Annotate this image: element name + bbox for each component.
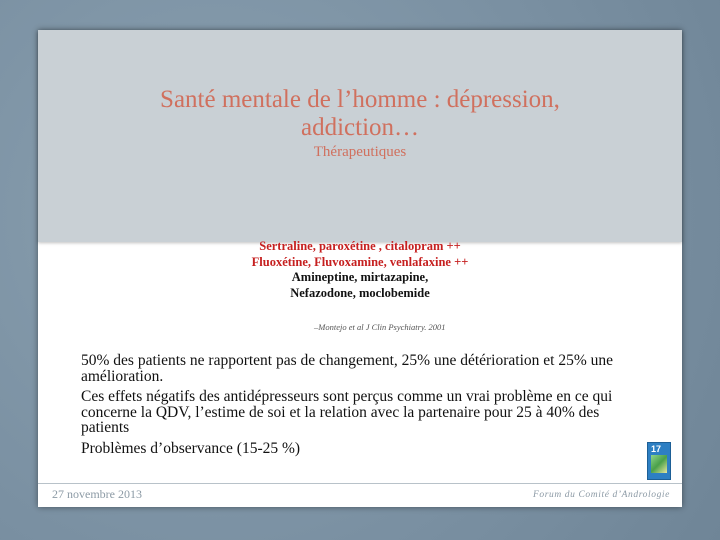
logo-image xyxy=(651,455,667,473)
slide-subtitle: Thérapeutiques xyxy=(313,144,407,160)
footer-forum: Forum du Comité d’Andrologie xyxy=(532,490,670,500)
drug-line-1: Sertraline, paroxétine , citalopram ++ xyxy=(259,239,461,253)
drug-line-3: Amineptine, mirtazapine, xyxy=(291,270,429,284)
logo-number: 17 xyxy=(651,444,662,454)
citation: –Montejo et al J Clin Psychiatry. 2001 xyxy=(314,322,446,332)
body-text xyxy=(81,353,651,461)
title-line-1: Santé mentale de l’homme : dépression, xyxy=(160,86,560,113)
drug-line-4: Nefazodone, moclobemide xyxy=(290,285,430,300)
footer-date: 27 novembre 2013 xyxy=(52,487,142,501)
drug-line-2: Fluoxétine, Fluvoxamine, venlafaxine ++ xyxy=(251,254,469,269)
body-paragraph-1: 50% des patients ne rapportent pas de changement, 25% une détérioration et 25% une amélioration. xyxy=(81,352,613,385)
congress-logo-icon xyxy=(647,442,671,480)
drug-list xyxy=(38,239,682,301)
body-paragraph-2: Ces effets négatifs des antidépresseurs sont perçus comme un vrai problème en ce qui concerne la QDV, l’estime de soi et la relation avec la partenaire pour 25 à 40% des patients xyxy=(81,388,613,436)
title-line-2: addiction… xyxy=(300,114,420,141)
body-paragraph-3: Problèmes d’observance (15-25 %) xyxy=(81,439,301,457)
title-banner xyxy=(38,30,682,242)
slide xyxy=(38,30,682,507)
footer-divider xyxy=(38,483,682,484)
slide-title xyxy=(38,86,682,162)
